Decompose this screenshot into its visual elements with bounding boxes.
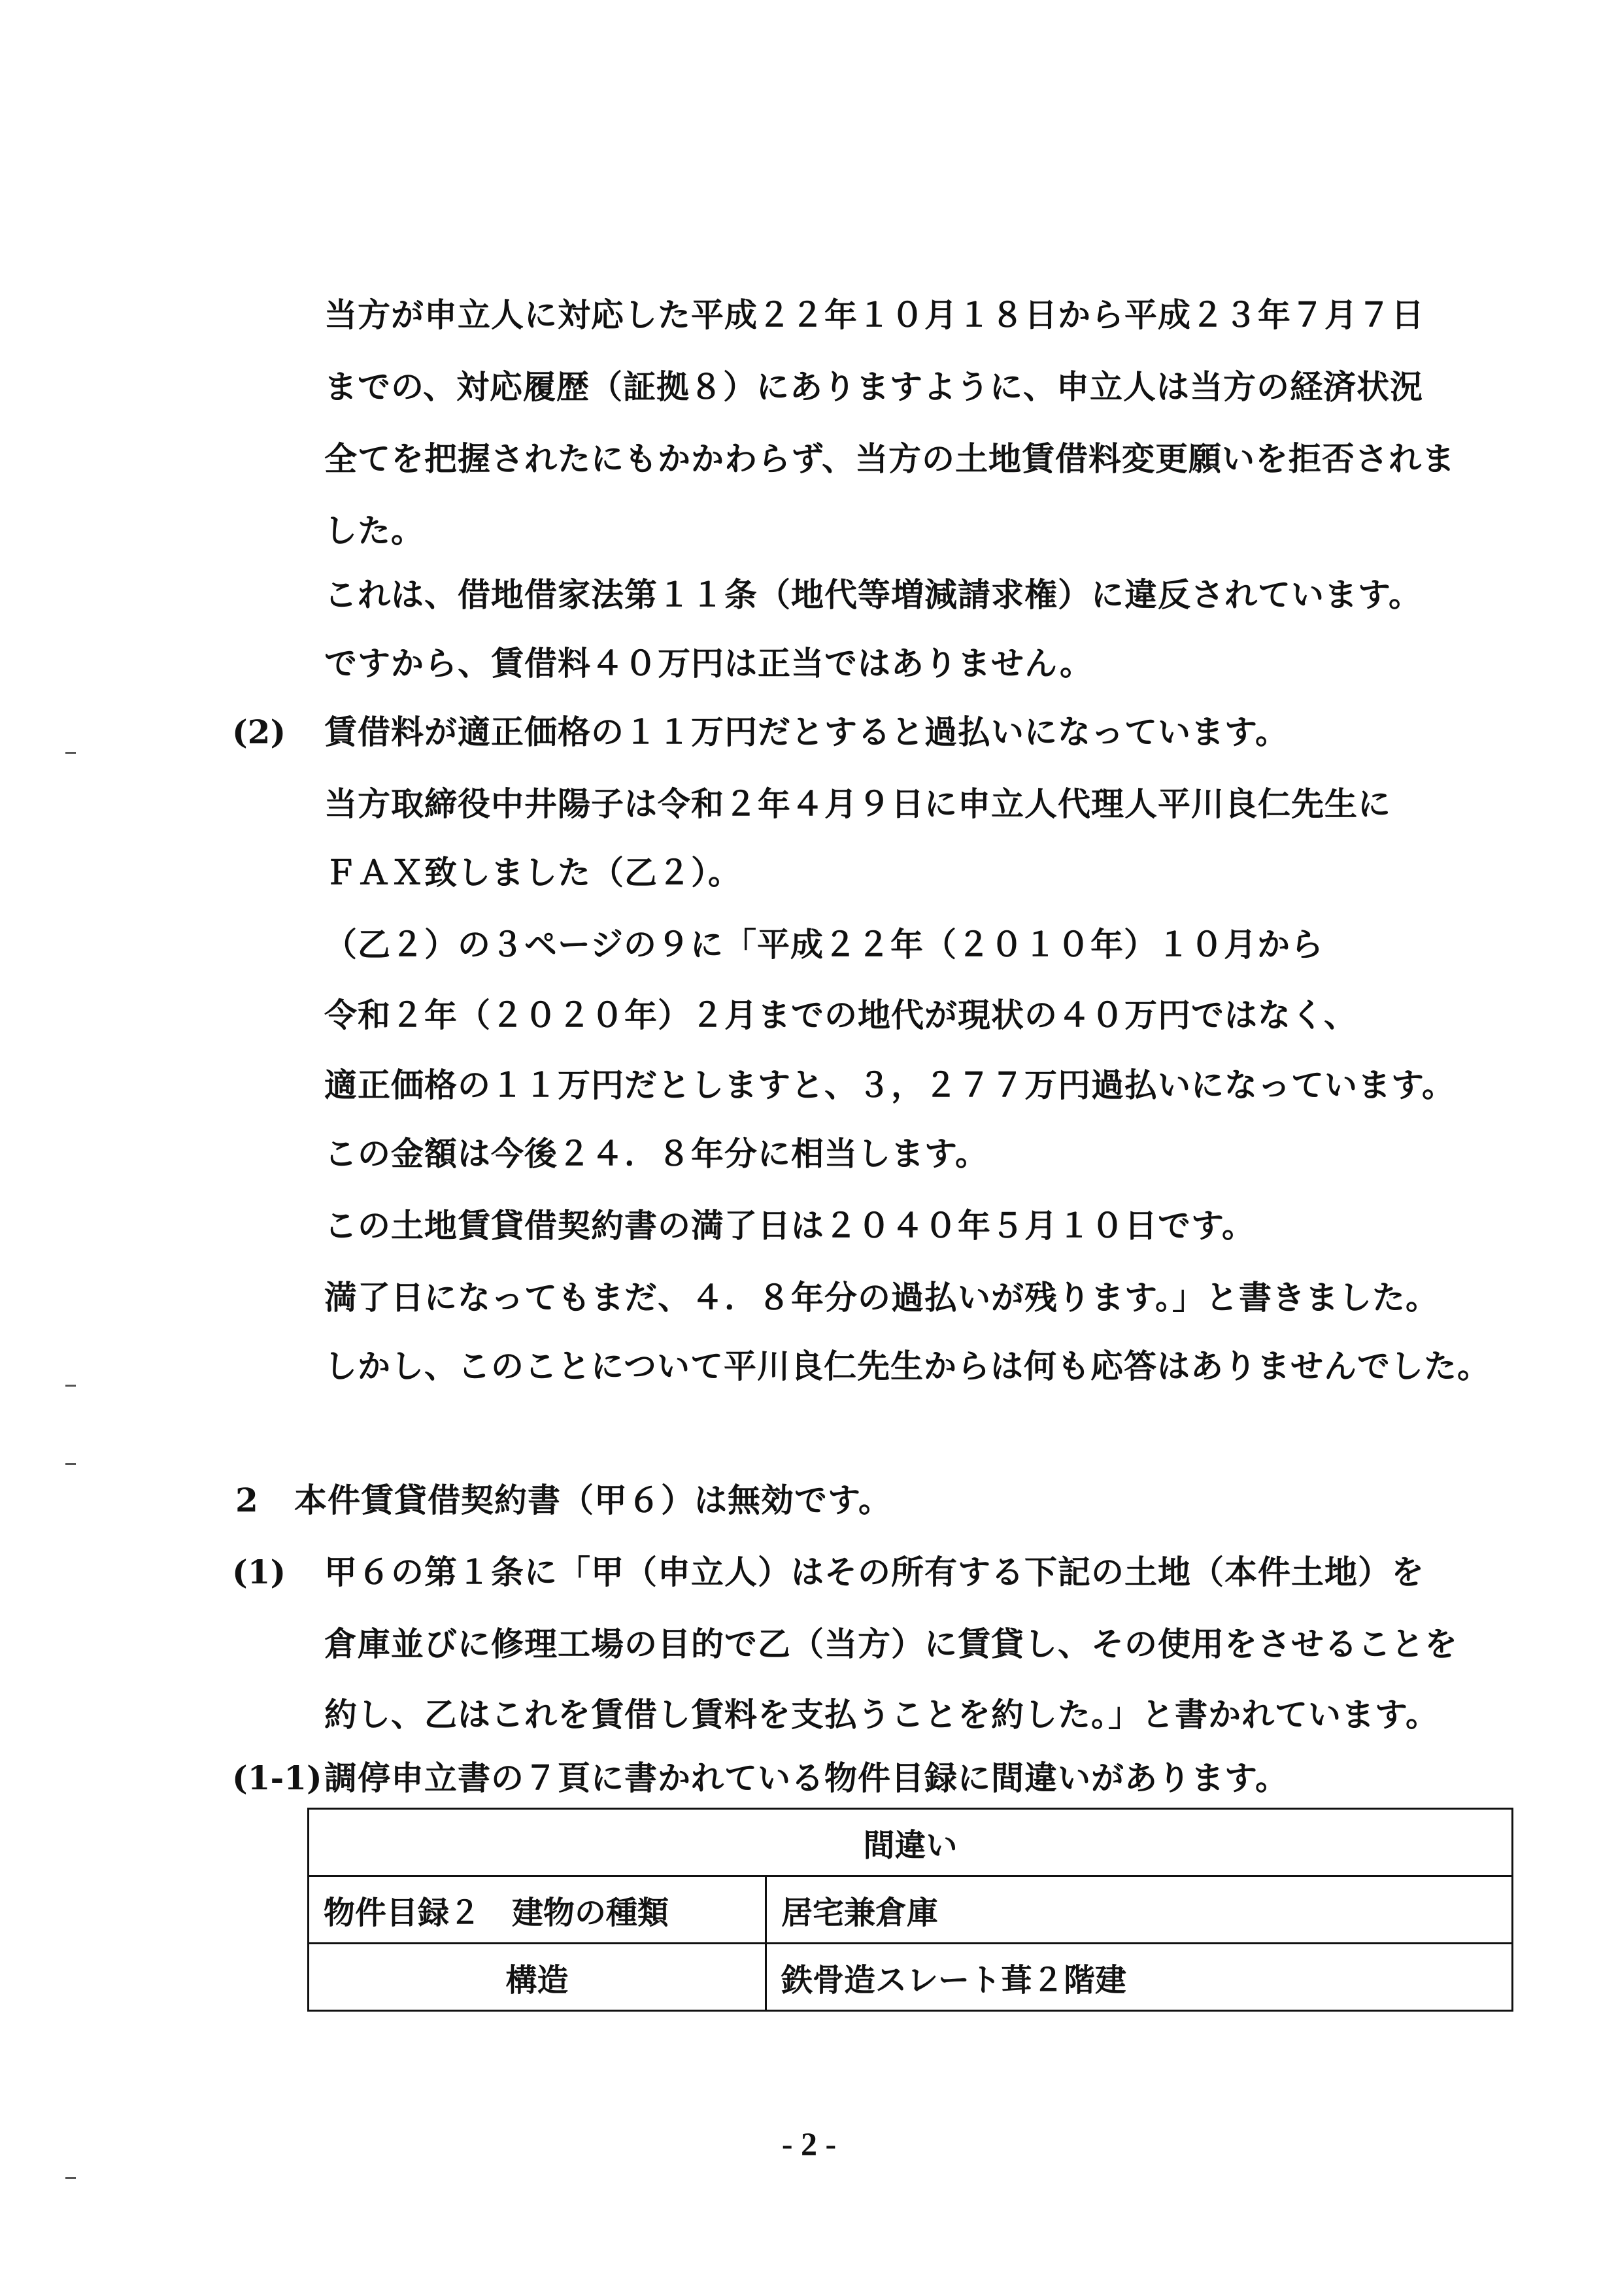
text-line: 満了日になってもまだ、４．８年分の過払いが残ります。」と書きました。 bbox=[324, 1278, 1439, 1317]
scan-speck bbox=[65, 1463, 76, 1465]
text-line: までの、対応履歴（証拠８）にありますように、申立人は当方の経済状況 bbox=[324, 367, 1423, 406]
property-error-table bbox=[307, 1808, 1513, 2012]
text-line: 全てを把握されたにもかかわらず、当方の土地賃借料変更願いを拒否されま bbox=[324, 439, 1455, 478]
text-line: この金額は今後２４．８年分に相当します。 bbox=[324, 1134, 988, 1173]
table-cell: 構造 bbox=[309, 1944, 766, 2011]
scan-speck bbox=[65, 1385, 76, 1387]
table-cell: 居宅兼倉庫 bbox=[766, 1876, 1513, 1944]
text-line: 適正価格の１１万円だとしますと、３，２７７万円過払いになっています。 bbox=[324, 1066, 1455, 1104]
item-marker: (1-1) bbox=[232, 1759, 322, 1797]
text-line: これは、借地借家法第１１条（地代等増減請求権）に違反されています。 bbox=[324, 575, 1422, 614]
section-heading: 本件賃貸借契約書（甲６）は無効です。 bbox=[294, 1481, 892, 1519]
text-line: 約し、乙はこれを賃借し賃料を支払うことを約した。」と書かれています。 bbox=[324, 1695, 1439, 1734]
text-line: 当方取締役中井陽子は令和２年４月９日に申立人代理人平川良仁先生に bbox=[324, 785, 1391, 823]
table-row bbox=[309, 1876, 1513, 1944]
text-line: 令和２年（２０２０年）２月までの地代が現状の４０万円ではなく、 bbox=[324, 996, 1357, 1034]
scan-speck bbox=[65, 2177, 76, 2179]
table-cell: 鉄骨造スレート葺２階建 bbox=[766, 1944, 1513, 2011]
text-line: 甲６の第１条に「甲（申立人）はその所有する下記の土地（本件土地）を bbox=[324, 1553, 1424, 1591]
text-line: 賃借料が適正価格の１１万円だとすると過払いになっています。 bbox=[324, 713, 1289, 751]
scan-speck bbox=[65, 752, 76, 754]
table-cell: 物件目録２ 建物の種類 bbox=[309, 1876, 766, 1944]
text-line: した。 bbox=[324, 511, 424, 550]
text-line: この土地賃貸借契約書の満了日は２０４０年５月１０日です。 bbox=[324, 1206, 1255, 1245]
page-number: - 2 - bbox=[781, 2125, 837, 2162]
text-line: 調停申立書の７頁に書かれている物件目録に間違いがあります。 bbox=[324, 1759, 1289, 1797]
text-line: 倉庫並びに修理工場の目的で乙（当方）に賃貸し、その使用をさせることを bbox=[324, 1625, 1458, 1663]
text-line: ＦＡＸ致しました（乙２）。 bbox=[324, 853, 741, 892]
text-line: ですから、賃借料４０万円は正当ではありません。 bbox=[324, 644, 1093, 683]
table-header: 間違い bbox=[309, 1809, 1513, 1876]
text-line: しかし、このことについて平川良仁先生からは何も応答はありませんでした。 bbox=[324, 1347, 1491, 1385]
text-line: 当方が申立人に対応した平成２２年１０月１８日から平成２３年７月７日 bbox=[324, 295, 1424, 334]
item-marker: (1) bbox=[232, 1553, 286, 1591]
item-marker: (2) bbox=[232, 713, 286, 751]
section-number: 2 bbox=[235, 1481, 258, 1519]
text-line: （乙２）の３ページの９に「平成２２年（２０１０年）１０月から bbox=[324, 925, 1324, 964]
table-row bbox=[309, 1944, 1513, 2011]
table-row bbox=[309, 1809, 1513, 1876]
